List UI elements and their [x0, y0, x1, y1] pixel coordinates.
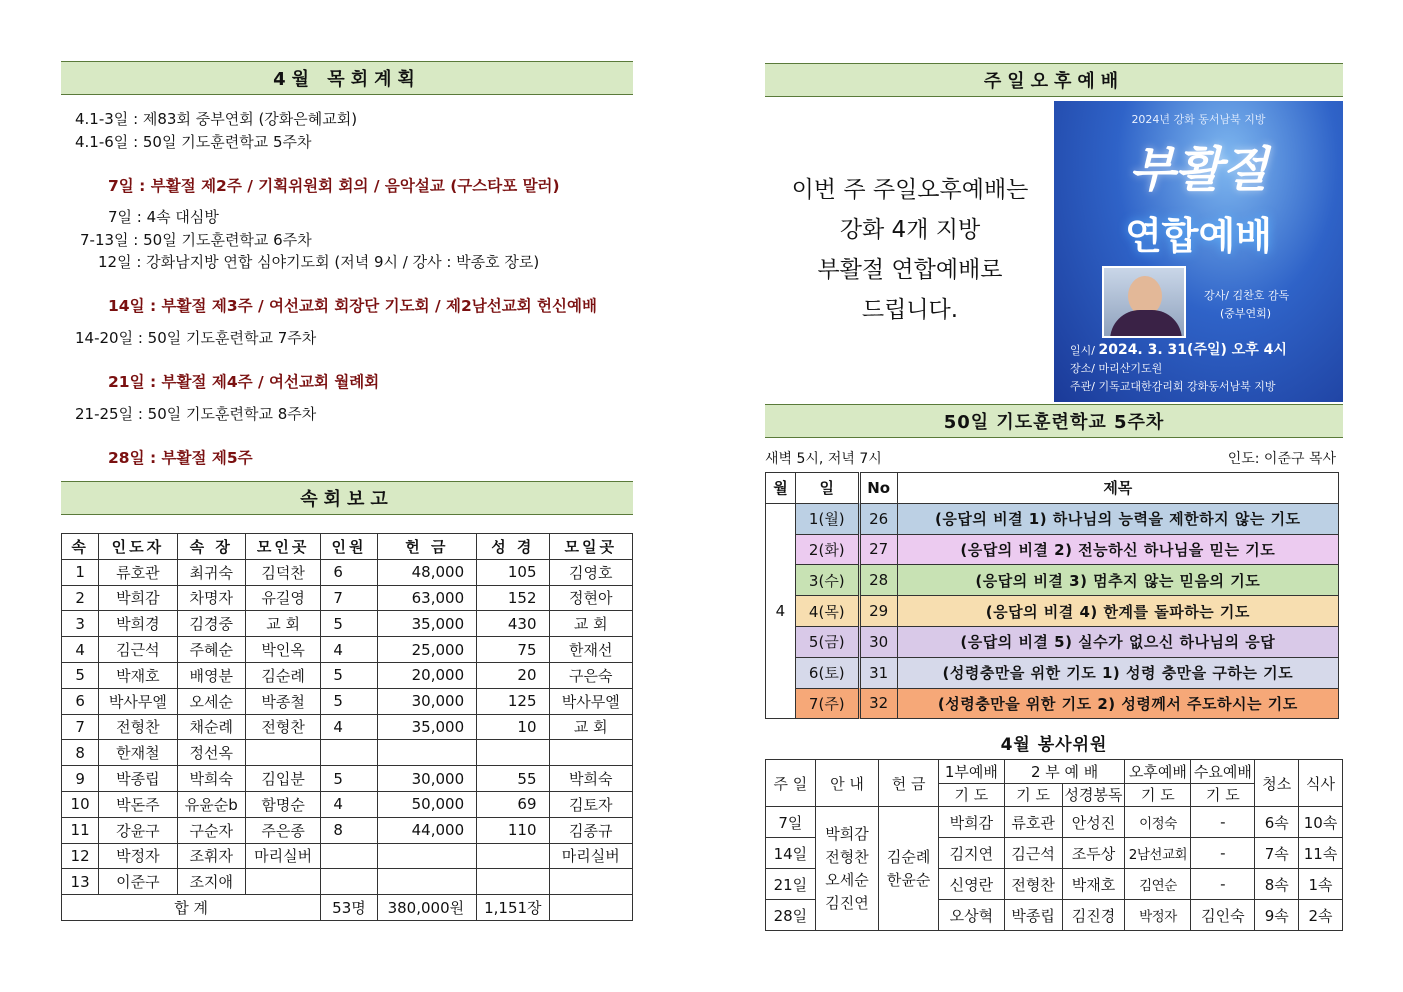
- offering-name: 김순례: [886, 847, 931, 866]
- poster-info: [1070, 341, 1287, 396]
- report-cell: 차명자: [177, 585, 245, 611]
- report-col-header: 인도자: [99, 534, 177, 560]
- speaker-org: (중부연회): [1220, 307, 1272, 320]
- report-cell: 주은종: [245, 817, 320, 843]
- poster-date: 2024. 3. 31(주일) 오후 4시: [1098, 342, 1287, 358]
- report-cell: 박희숙: [549, 766, 633, 792]
- school-day: 2(화): [795, 534, 859, 565]
- report-cell: [377, 869, 477, 895]
- plan-header: [61, 61, 633, 95]
- vol-cell: -: [1191, 807, 1255, 838]
- school-month: 4: [766, 503, 796, 719]
- plan-line: 21-25일 : 50일 기도훈련학교 8주차: [75, 405, 317, 423]
- school-meta: [765, 448, 1340, 468]
- vh-meal: 식사: [1299, 760, 1343, 807]
- school-day: 7(주): [795, 688, 859, 719]
- report-cell: 5: [321, 611, 377, 637]
- report-cell: 7: [321, 585, 377, 611]
- plan-line: 21일 : 부활절 제4주 / 여선교회 월례회: [108, 373, 380, 391]
- table-row: [766, 807, 1343, 838]
- school-no: 31: [859, 657, 897, 688]
- school-day: 5(금): [795, 626, 859, 657]
- speaker-photo: [1102, 266, 1186, 338]
- report-cell: 박정자: [99, 843, 177, 869]
- report-cell: 교 회: [245, 611, 320, 637]
- vol-week: 28일: [766, 900, 816, 931]
- report-header-row: [62, 534, 633, 560]
- vh-week: 주 일: [766, 760, 816, 807]
- report-cell: 유길영: [245, 585, 320, 611]
- school-no: 29: [859, 596, 897, 627]
- date-label: 일시/: [1070, 344, 1095, 357]
- report-cell: 이준구: [99, 869, 177, 895]
- report-cell: 박희감: [99, 585, 177, 611]
- table-row: [62, 869, 633, 895]
- vh-prayer: 기 도: [1191, 783, 1255, 807]
- report-cell: 김순례: [245, 662, 320, 688]
- vol-cell: 박재호: [1062, 869, 1125, 900]
- total-bible: 1,151장: [477, 895, 549, 921]
- report-cell: 69: [477, 791, 549, 817]
- report-cell: 박종립: [99, 766, 177, 792]
- vol-cell: 류호관: [1004, 807, 1062, 838]
- report-cell: 김근석: [99, 637, 177, 663]
- poster-title-easter: 부활절: [1128, 142, 1269, 198]
- vol-cell: 10속: [1299, 807, 1343, 838]
- vol-week: 7일: [766, 807, 816, 838]
- report-cell: 박돈주: [99, 791, 177, 817]
- report-cell: 배영분: [177, 662, 245, 688]
- report-cell: [549, 740, 633, 766]
- plan-line: 4.1-3일 : 제83회 중부연회 (강화은혜교회): [75, 110, 358, 128]
- report-cell: [321, 740, 377, 766]
- school-header: [765, 404, 1343, 438]
- report-cell: 10: [62, 791, 99, 817]
- vol-cell: 신영란: [938, 869, 1004, 900]
- guide-name: 전형찬: [825, 847, 869, 866]
- vol-cell: -: [1191, 869, 1255, 900]
- report-cell: 마리실버: [549, 843, 633, 869]
- school-day: 3(수): [795, 565, 859, 596]
- vol-cell: 2속: [1299, 900, 1343, 931]
- report-cell: 강윤구: [99, 817, 177, 843]
- table-row: [766, 503, 1339, 534]
- report-cell: 125: [477, 688, 549, 714]
- report-cell: 8: [321, 817, 377, 843]
- table-row: [62, 559, 633, 585]
- table-row: [766, 626, 1339, 657]
- report-cell: 430: [477, 611, 549, 637]
- report-cell: [377, 740, 477, 766]
- vol-cell: 박정자: [1125, 900, 1191, 931]
- report-cell: 5: [62, 662, 99, 688]
- report-cell: 7: [62, 714, 99, 740]
- table-row: [62, 714, 633, 740]
- school-time: 새벽 5시, 저녁 7시: [765, 451, 882, 467]
- vh-offering: 헌 금: [879, 760, 939, 807]
- report-cell: 박종철: [245, 688, 320, 714]
- vol-cell: 김연순: [1125, 869, 1191, 900]
- report-cell: 채순례: [177, 714, 245, 740]
- report-cell: 조휘자: [177, 843, 245, 869]
- report-cell: 2: [62, 585, 99, 611]
- table-row: [62, 817, 633, 843]
- school-no: 30: [859, 626, 897, 657]
- report-cell: 35,000: [377, 611, 477, 637]
- school-title: (응답의 비결 2) 전능하신 하나님을 믿는 기도: [897, 534, 1338, 565]
- total-empty: [549, 895, 633, 921]
- volunteers-header-row-1: [766, 760, 1343, 784]
- speaker-label: 강사/ 김찬호 감독: [1204, 289, 1290, 302]
- report-cell: 김덕찬: [245, 559, 320, 585]
- report-cell: 교 회: [549, 714, 633, 740]
- report-cell: [477, 869, 549, 895]
- report-cell: 박인옥: [245, 637, 320, 663]
- plan-line: 4.1-6일 : 50일 기도훈련학교 5주차: [75, 133, 312, 151]
- worship-header: [765, 63, 1343, 97]
- vol-offering: [879, 807, 939, 931]
- vol-cell: 6속: [1255, 807, 1299, 838]
- report-col-header: 성 경: [477, 534, 549, 560]
- vol-cell: 김진경: [1062, 900, 1125, 931]
- table-row: [62, 843, 633, 869]
- report-cell: 11: [62, 817, 99, 843]
- vol-cell: 1속: [1299, 869, 1343, 900]
- report-cell: 152: [477, 585, 549, 611]
- speaker-robe: [1110, 310, 1182, 338]
- report-cell: 1: [62, 559, 99, 585]
- vh-afternoon: 오후예배: [1125, 760, 1191, 784]
- vh-cleaning: 청소: [1255, 760, 1299, 807]
- vol-cell: 오상혁: [938, 900, 1004, 931]
- report-cell: 류호관: [99, 559, 177, 585]
- report-header: [61, 481, 633, 515]
- report-cell: 8: [62, 740, 99, 766]
- vol-week: 21일: [766, 869, 816, 900]
- table-row: [766, 688, 1339, 719]
- school-title: (성령충만을 위한 기도 1) 성령 충만을 구하는 기도: [897, 657, 1338, 688]
- report-cell: 박사무엘: [549, 688, 633, 714]
- report-cell: 박재호: [99, 662, 177, 688]
- report-cell: 55: [477, 766, 549, 792]
- guide-name: 김진연: [825, 893, 869, 912]
- school-no: 28: [859, 565, 897, 596]
- report-cell: 박희숙: [177, 766, 245, 792]
- school-leader: 인도: 이준구 목사: [1227, 451, 1336, 467]
- table-row: [62, 585, 633, 611]
- worship-line: 부활절 연합예배로: [817, 257, 1003, 283]
- school-no: 26: [859, 503, 897, 534]
- school-title: (성령충만을 위한 기도 2) 성령께서 주도하시는 기도: [897, 688, 1338, 719]
- vol-cell: 9속: [1255, 900, 1299, 931]
- worship-title: 주일오후예배: [983, 71, 1125, 92]
- report-cell: 한재선: [549, 637, 633, 663]
- worship-message: [765, 170, 1055, 330]
- table-row: [766, 596, 1339, 627]
- vh-guide: 안 내: [815, 760, 879, 807]
- table-row: [766, 534, 1339, 565]
- report-cell: 5: [321, 766, 377, 792]
- table-row: [766, 657, 1339, 688]
- report-col-header: 속 장: [177, 534, 245, 560]
- plan-line: 7일 : 부활절 제2주 / 기획위원회 회의 / 음악설교 (구스타포 말러): [108, 177, 560, 195]
- report-cell: 함명순: [245, 791, 320, 817]
- report-cell: 주혜순: [177, 637, 245, 663]
- report-cell: 12: [62, 843, 99, 869]
- school-no: 32: [859, 688, 897, 719]
- report-cell: 구순자: [177, 817, 245, 843]
- table-row: [62, 766, 633, 792]
- report-cell: 50,000: [377, 791, 477, 817]
- report-cell: 10: [477, 714, 549, 740]
- school-title: (응답의 비결 1) 하나님의 능력을 제한하지 않는 기도: [897, 503, 1338, 534]
- vh-first-service: 1부예배: [938, 760, 1004, 784]
- vol-cell: 김지연: [938, 838, 1004, 869]
- plan-line: 28일 : 부활절 제5주: [108, 449, 253, 467]
- report-cell: 김종규: [549, 817, 633, 843]
- report-cell: 구은숙: [549, 662, 633, 688]
- report-cell: [245, 869, 320, 895]
- school-day: 6(토): [795, 657, 859, 688]
- vh-reading: 성경봉독: [1062, 783, 1125, 807]
- report-cell: [321, 843, 377, 869]
- report-title: 속회보고: [300, 489, 394, 510]
- report-cell: [477, 843, 549, 869]
- report-cell: 김영호: [549, 559, 633, 585]
- report-cell: 유윤순b: [177, 791, 245, 817]
- report-cell: 6: [321, 559, 377, 585]
- vol-cell: 박종립: [1004, 900, 1062, 931]
- report-cell: 48,000: [377, 559, 477, 585]
- report-col-header: 모인곳: [245, 534, 320, 560]
- poster-speaker: [1204, 287, 1289, 323]
- poster-top: 2024년 강화 동서남북 지방: [1131, 113, 1266, 126]
- report-cell: 4: [62, 637, 99, 663]
- report-cell: 4: [321, 714, 377, 740]
- report-cell: 마리실버: [245, 843, 320, 869]
- report-cell: 3: [62, 611, 99, 637]
- table-row: [62, 611, 633, 637]
- vol-cell: -: [1191, 838, 1255, 869]
- plan-line: 7일 : 4속 대심방: [108, 208, 219, 226]
- vol-cell: 2남선교회: [1125, 838, 1191, 869]
- report-cell: 전형찬: [99, 714, 177, 740]
- report-cell: 6: [62, 688, 99, 714]
- easter-poster: [1054, 101, 1343, 402]
- report-cell: 105: [477, 559, 549, 585]
- offering-name: 한윤순: [886, 870, 931, 889]
- poster-place: 장소/ 마리산기도원: [1070, 362, 1163, 375]
- plan-line: 7-13일 : 50일 기도훈련학교 6주차: [80, 231, 312, 249]
- total-amount: 380,000원: [377, 895, 477, 921]
- plan-line: 14일 : 부활절 제3주 / 여선교회 회장단 기도회 / 제2남선교회 헌신예배: [108, 297, 597, 315]
- report-cell: 오세순: [177, 688, 245, 714]
- table-row: [62, 637, 633, 663]
- report-table: [61, 533, 633, 921]
- report-cell: 정현아: [549, 585, 633, 611]
- report-cell: 4: [321, 637, 377, 663]
- volunteers-title: 4월 봉사위원: [1000, 735, 1108, 755]
- report-cell: 김입분: [245, 766, 320, 792]
- report-cell: 20: [477, 662, 549, 688]
- total-label: 합 계: [62, 895, 321, 921]
- school-title: (응답의 비결 4) 한계를 돌파하는 기도: [897, 596, 1338, 627]
- total-people: 53명: [321, 895, 377, 921]
- poster-title-union: 연합예배: [1125, 214, 1272, 258]
- school-no: 27: [859, 534, 897, 565]
- school-col-header: 제목: [897, 473, 1338, 504]
- report-cell: 정선옥: [177, 740, 245, 766]
- school-title: (응답의 비결 3) 멈추지 않는 믿음의 기도: [897, 565, 1338, 596]
- report-col-header: 속: [62, 534, 99, 560]
- worship-line: 이번 주 주일오후예배는: [791, 177, 1029, 203]
- report-cell: 5: [321, 688, 377, 714]
- plan-line: 12일 : 강화남지방 연합 심야기도회 (저녁 9시 / 강사 : 박종호 장로): [98, 253, 540, 271]
- vol-guide: [815, 807, 879, 931]
- report-col-header: 헌 금: [377, 534, 477, 560]
- vol-cell: 안성진: [1062, 807, 1125, 838]
- school-col-header: 일: [795, 473, 859, 504]
- school-header-row: [766, 473, 1339, 504]
- table-row: [766, 565, 1339, 596]
- report-cell: 44,000: [377, 817, 477, 843]
- table-row: [62, 740, 633, 766]
- report-cell: 최귀숙: [177, 559, 245, 585]
- school-table: [765, 472, 1339, 719]
- report-cell: 110: [477, 817, 549, 843]
- table-row: [62, 688, 633, 714]
- guide-name: 오세순: [825, 870, 869, 889]
- report-cell: 전형찬: [245, 714, 320, 740]
- report-cell: [377, 843, 477, 869]
- vol-cell: 7속: [1255, 838, 1299, 869]
- school-day: 4(목): [795, 596, 859, 627]
- plan-line: 14-20일 : 50일 기도훈련학교 7주차: [75, 329, 317, 347]
- report-cell: 한재철: [99, 740, 177, 766]
- vh-second-service: 2 부 예 배: [1004, 760, 1125, 784]
- school-col-header: 월: [766, 473, 796, 504]
- worship-line: 드립니다.: [861, 297, 959, 323]
- vol-week: 14일: [766, 838, 816, 869]
- vol-cell: 김근석: [1004, 838, 1062, 869]
- report-cell: 20,000: [377, 662, 477, 688]
- report-cell: 63,000: [377, 585, 477, 611]
- vh-prayer: 기 도: [1004, 783, 1062, 807]
- report-cell: 교 회: [549, 611, 633, 637]
- report-cell: 김경중: [177, 611, 245, 637]
- vol-cell: 11속: [1299, 838, 1343, 869]
- vol-cell: 8속: [1255, 869, 1299, 900]
- vol-cell: 김인숙: [1191, 900, 1255, 931]
- report-cell: 25,000: [377, 637, 477, 663]
- school-col-header: No: [859, 473, 897, 504]
- report-cell: 35,000: [377, 714, 477, 740]
- report-cell: 13: [62, 869, 99, 895]
- school-day: 1(월): [795, 503, 859, 534]
- worship-line: 강화 4개 지방: [839, 217, 981, 243]
- vol-cell: 이정숙: [1125, 807, 1191, 838]
- report-cell: [321, 869, 377, 895]
- vol-cell: 전형찬: [1004, 869, 1062, 900]
- poster-host: 주관/ 기독교대한감리회 강화동서남북 지방: [1070, 380, 1276, 393]
- report-col-header: 모일곳: [549, 534, 633, 560]
- vh-prayer: 기 도: [1125, 783, 1191, 807]
- report-cell: 9: [62, 766, 99, 792]
- table-row: [62, 791, 633, 817]
- school-title: (응답의 비결 5) 실수가 없으신 하나님의 응답: [897, 626, 1338, 657]
- school-title: 50일 기도훈련학교 5주차: [943, 412, 1165, 433]
- report-cell: [549, 869, 633, 895]
- report-cell: [245, 740, 320, 766]
- vh-prayer: 기 도: [938, 783, 1004, 807]
- table-row: [62, 662, 633, 688]
- report-col-header: 인원: [321, 534, 377, 560]
- vol-cell: 박희감: [938, 807, 1004, 838]
- report-total-row: [62, 895, 633, 921]
- report-cell: [477, 740, 549, 766]
- report-cell: 조지애: [177, 869, 245, 895]
- report-cell: 5: [321, 662, 377, 688]
- vh-wednesday: 수요예배: [1191, 760, 1255, 784]
- vol-cell: 조두상: [1062, 838, 1125, 869]
- plan-title: 4월 목회계획: [273, 69, 421, 90]
- report-cell: 30,000: [377, 766, 477, 792]
- report-cell: 박희경: [99, 611, 177, 637]
- guide-name: 박희감: [825, 824, 869, 843]
- report-cell: 박사무엘: [99, 688, 177, 714]
- report-cell: 30,000: [377, 688, 477, 714]
- report-cell: 4: [321, 791, 377, 817]
- report-cell: 김토자: [549, 791, 633, 817]
- report-cell: 75: [477, 637, 549, 663]
- volunteers-table: [765, 759, 1343, 931]
